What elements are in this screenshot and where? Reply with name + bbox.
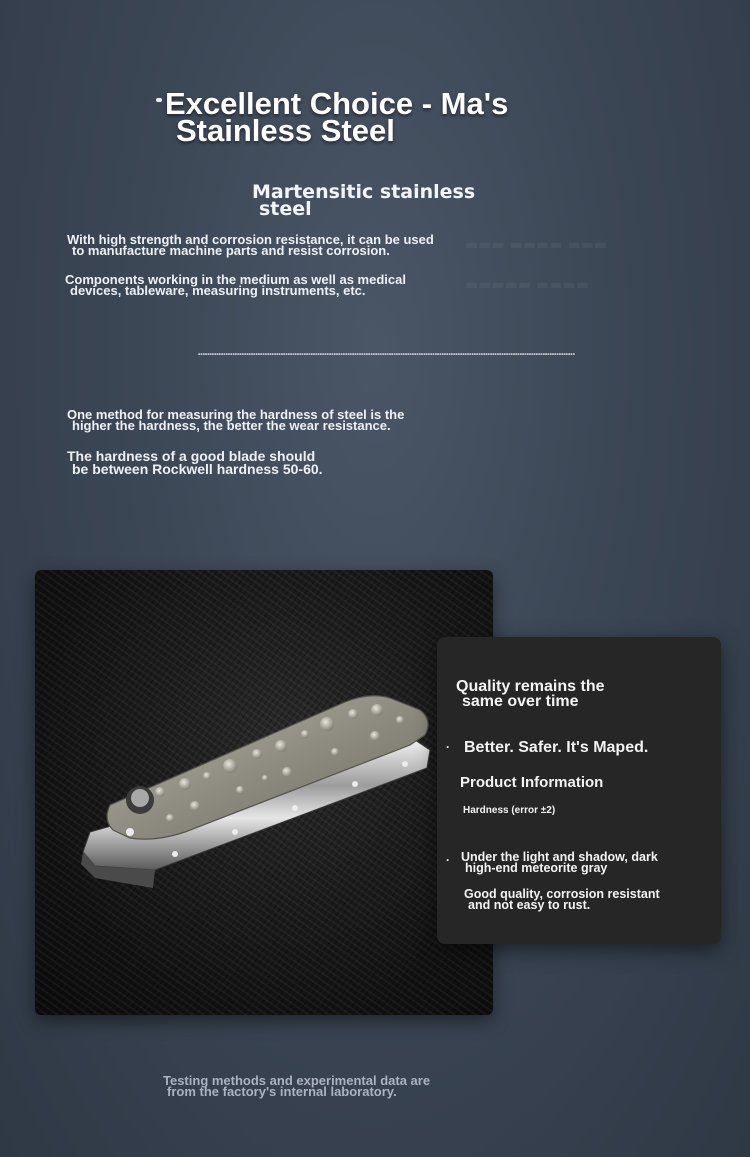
bullet-icon: · [446, 853, 450, 867]
quality-line2: and not easy to rust. [468, 898, 591, 912]
subtitle-line2: steel [259, 198, 312, 220]
title-dot [156, 98, 162, 102]
blade-line1: The hardness of a good blade should [67, 448, 316, 464]
footer-line1: Testing methods and experimental data are [163, 1073, 431, 1088]
product-information-title: Product Information [460, 774, 604, 791]
page-title-line2: Stainless Steel [176, 113, 395, 148]
nail-clipper-image [35, 570, 493, 1015]
quality-description [464, 889, 714, 911]
strength-paragraph [67, 234, 507, 256]
measure-line2: higher the hardness, the better the wear resistance. [72, 418, 391, 433]
footer-note [163, 1075, 483, 1097]
components-line1: Components working in the medium as well as medical [65, 272, 406, 287]
fine-print-decoration: ▪▪▪▪▪▪▪▪▪▪▪▪▪▪▪▪▪▪▪▪▪▪▪▪▪▪▪▪▪▪▪▪▪▪▪▪▪▪▪▪▪▪▪▪▪▪▪▪▪▪▪▪▪▪▪▪▪▪▪▪▪▪▪▪▪▪▪▪▪▪▪▪▪▪▪▪▪▪▪▪▪▪▪▪▪▪▪▪▪▪▪▪▪▪▪▪▪▪▪▪▪▪▪▪▪▪▪▪▪▪▪▪▪▪▪▪▪▪▪▪▪▪▪▪▪▪▪▪▪▪▪▪▪▪▪▪▪▪▪▪▪▪▪▪▪▪▪▪▪▪▪▪▪▪▪▪▪▪▪▪▪▪▪▪ [198, 352, 575, 356]
bullet-icon: · [446, 740, 450, 754]
measure-line1: One method for measuring the hardness of steel is the [67, 407, 405, 422]
strength-line1: With high strength and corrosion resistance, it can be used [67, 232, 434, 247]
product-photo [35, 570, 493, 1015]
quality-line1: Good quality, corrosion resistant [464, 887, 660, 901]
section-subtitle [252, 181, 552, 220]
product-info-card [437, 637, 721, 944]
card-heading-line2: same over time [462, 693, 579, 710]
color-description [461, 852, 711, 874]
color-line1: Under the light and shadow, dark [461, 850, 658, 864]
blade-hardness-paragraph [67, 450, 507, 476]
page-title-line1: Excellent Choice - Ma's [165, 86, 509, 121]
blade-line2: be between Rockwell hardness 50-60. [72, 461, 323, 477]
tagline: Better. Safer. It's Maped. [464, 739, 649, 756]
card-heading-line1: Quality remains the [456, 678, 605, 695]
hardness-label: Hardness (error ±2) [463, 805, 556, 816]
strength-line2: to manufacture machine parts and resist corrosion. [72, 243, 390, 258]
subtitle-line1: Martensitic stainless [252, 181, 476, 203]
ghost-text-decoration: ▬▬▬ ▬▬▬▬ ▬▬▬ ▬▬▬▬▬ ▬▬▬▬ [465, 237, 608, 293]
page-title [165, 86, 625, 148]
color-line2: high-end meteorite gray [465, 861, 608, 875]
components-paragraph [65, 274, 505, 296]
components-line2: devices, tableware, measuring instruments, etc. [70, 283, 366, 298]
hardness-measure-paragraph [67, 409, 507, 431]
card-heading [456, 679, 706, 709]
footer-line2: from the factory's internal laboratory. [167, 1084, 397, 1099]
